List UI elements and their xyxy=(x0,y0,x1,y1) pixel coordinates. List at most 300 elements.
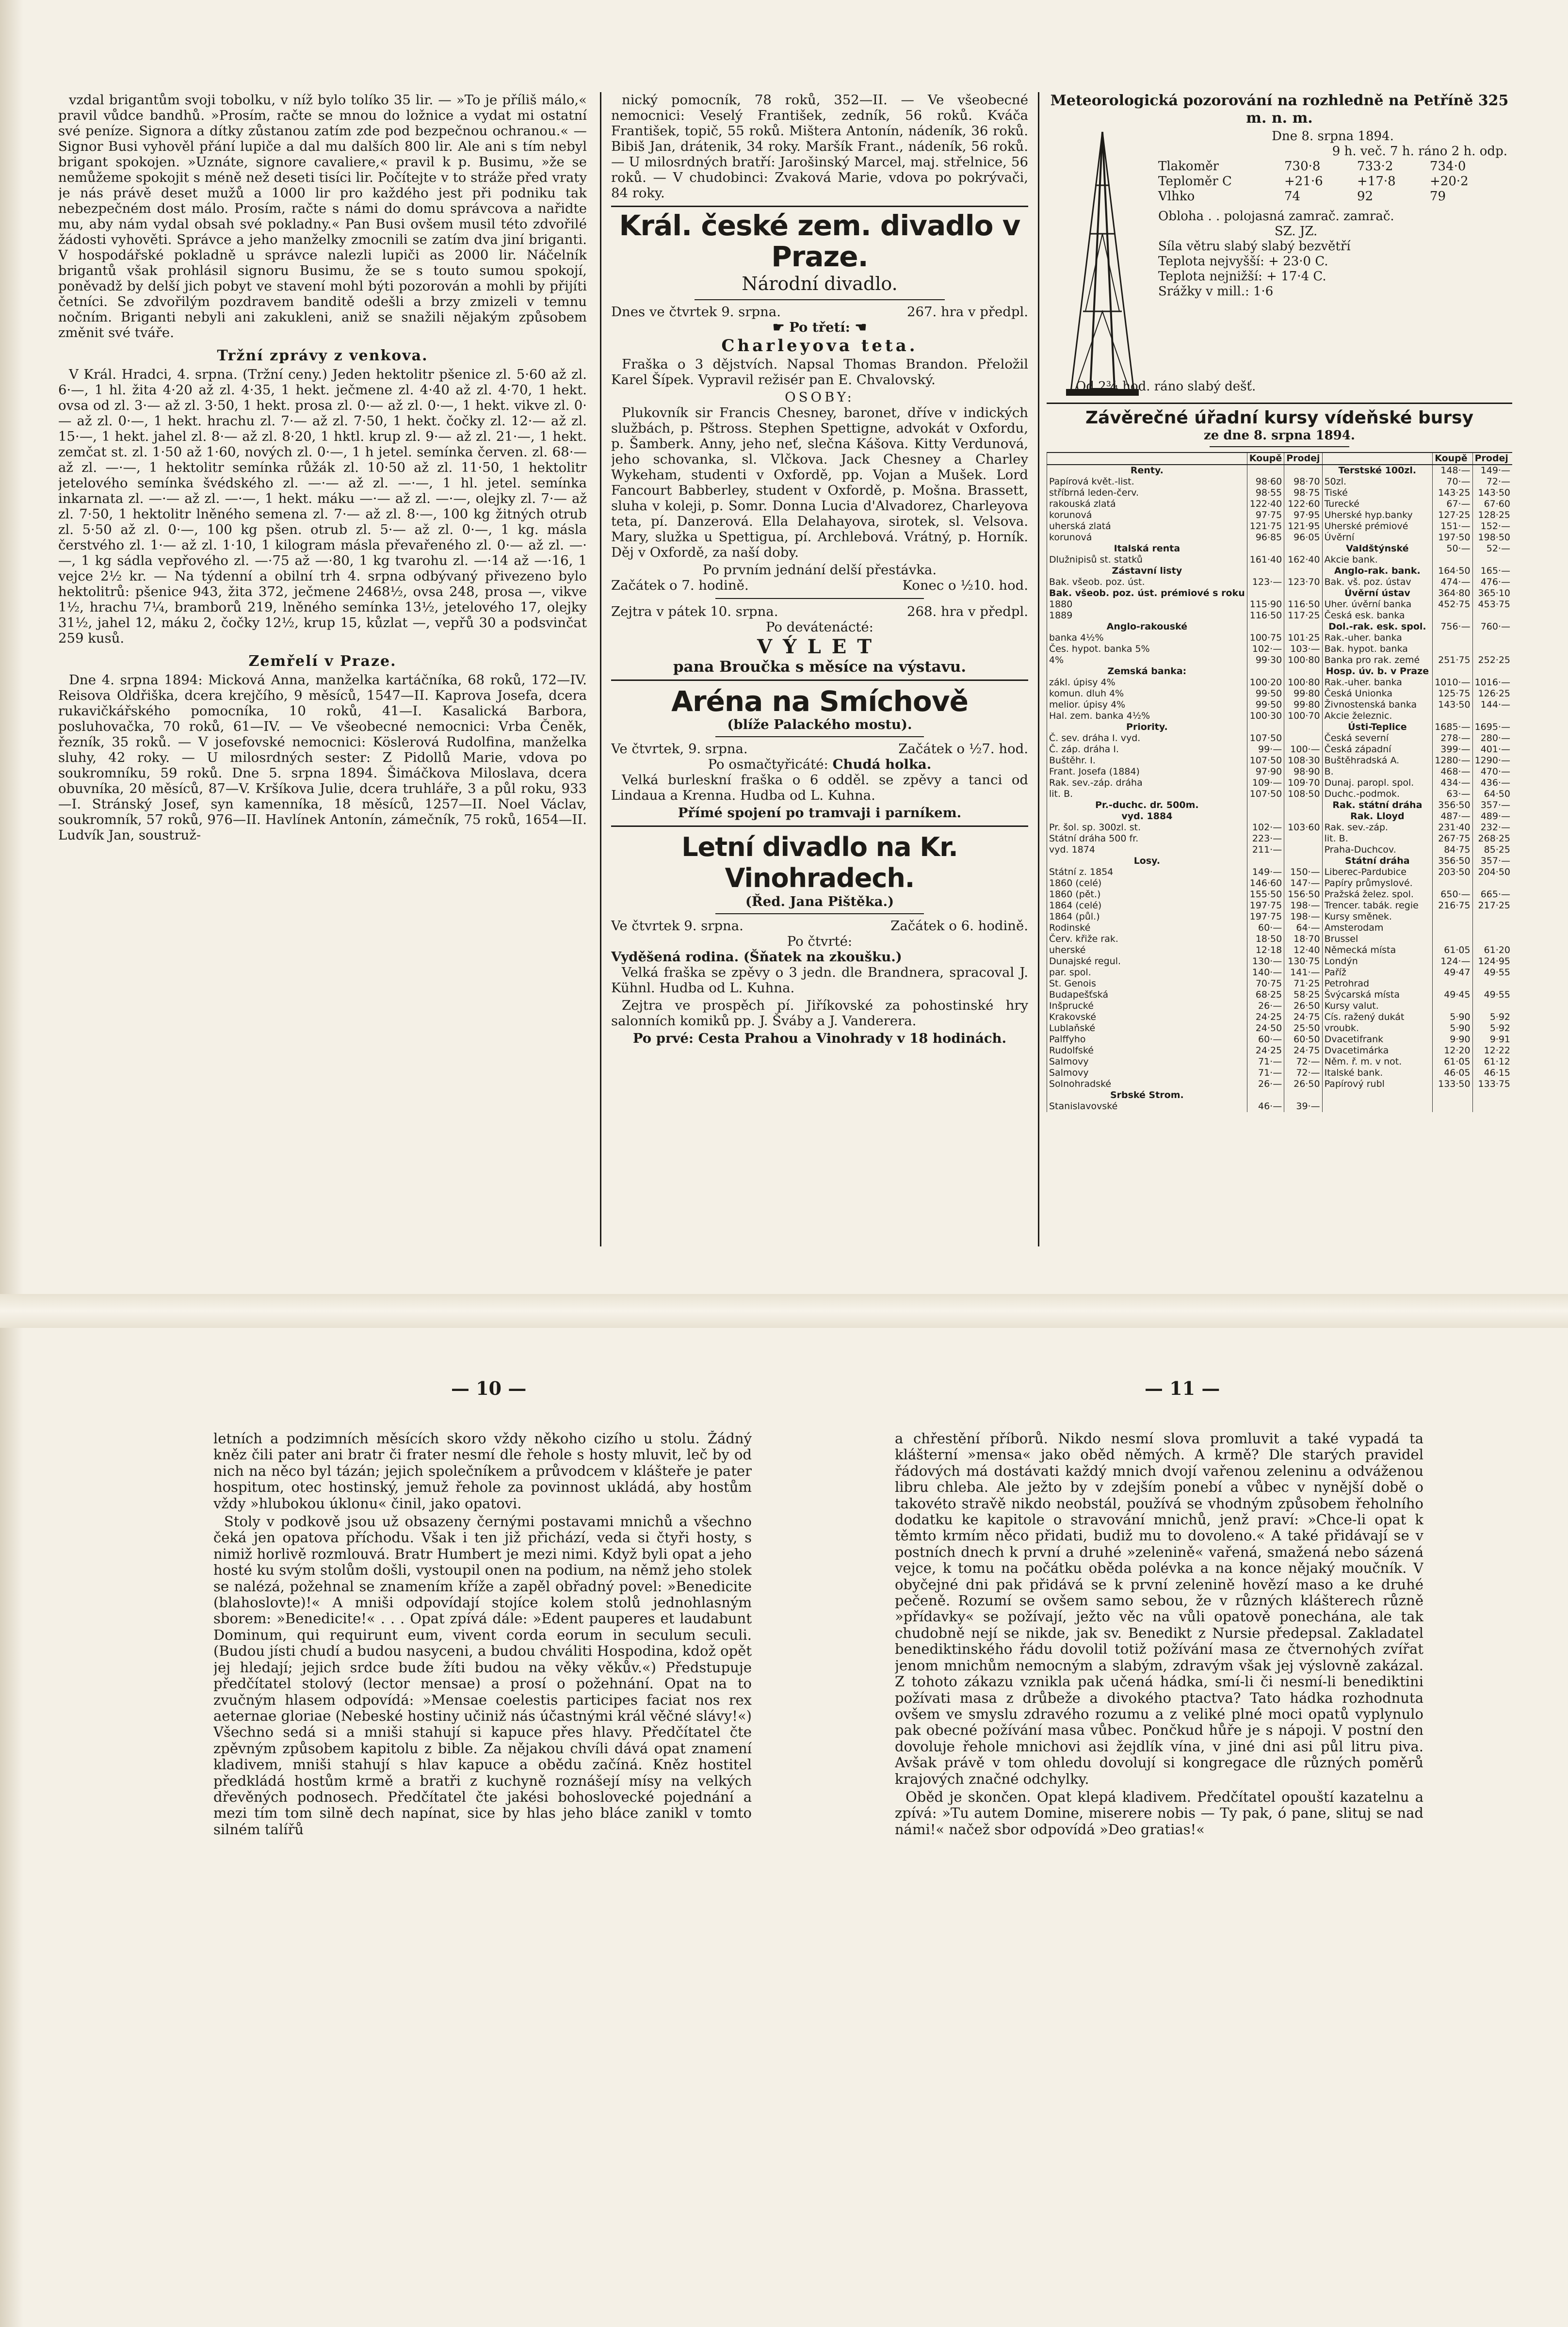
bourse-price: 60·— xyxy=(1247,922,1284,934)
bourse-price: 143·25 xyxy=(1433,487,1472,499)
bourse-security-name: Akcie železnic. xyxy=(1322,711,1433,722)
bourse-price: 149·— xyxy=(1247,867,1284,878)
bourse-price: 149·— xyxy=(1472,465,1512,476)
bourse-security-name: banka 4½% xyxy=(1047,632,1247,644)
page-fold xyxy=(0,1294,1568,1328)
bourse-security-name: Uherské prémiové xyxy=(1322,521,1433,532)
theatre-number: 267. hra v předpl. xyxy=(906,304,1028,320)
arena-subtitle: (blíže Palackého mostu). xyxy=(727,717,912,732)
bourse-price xyxy=(1472,1101,1512,1112)
bourse-security-name: Hosp. úv. b. v Praze xyxy=(1322,666,1433,677)
top-column-2 xyxy=(611,92,1028,1256)
bourse-price: 49·47 xyxy=(1433,967,1472,978)
bourse-price: 107·50 xyxy=(1247,789,1284,800)
bourse-security-name: Petrohrad xyxy=(1322,978,1433,989)
divider xyxy=(715,736,924,737)
meteo-data xyxy=(1158,129,1507,299)
bourse-price: 197·50 xyxy=(1433,532,1472,543)
bourse-price: 123·70 xyxy=(1284,577,1322,588)
bourse-price: 278·— xyxy=(1433,733,1472,744)
bourse-price: 124·— xyxy=(1433,956,1472,967)
bourse-security-name: vyd. 1874 xyxy=(1047,844,1247,856)
bourse-price: 99·80 xyxy=(1284,688,1322,699)
bourse-security-name: Česká západní xyxy=(1322,744,1433,755)
bourse-price: 103·60 xyxy=(1284,822,1322,833)
bourse-security-name: 50zl. xyxy=(1322,476,1433,487)
meteo-row: Tlakoměr 730·8 733·2 734·0 xyxy=(1158,159,1466,174)
bourse-security-name: Úvěrní ústav xyxy=(1322,588,1433,599)
bourse-price: 25·50 xyxy=(1284,1023,1322,1034)
play-title: Charleyova teta. xyxy=(721,336,918,356)
bourse-security-name: Čes. hypot. banka 5% xyxy=(1047,644,1247,655)
bourse-price: 152·— xyxy=(1472,521,1512,532)
bourse-security-name: Praha-Duchcov. xyxy=(1322,844,1433,856)
bourse-price: 115·90 xyxy=(1247,599,1284,610)
bourse-row xyxy=(1047,822,1513,833)
bourse-security-name: Zástavní listy xyxy=(1047,566,1247,577)
bourse-row xyxy=(1047,532,1513,543)
bourse-price: 130·— xyxy=(1247,956,1284,967)
bourse-security-name xyxy=(1322,1090,1433,1101)
bourse-price: 434·— xyxy=(1433,777,1472,789)
bourse-title: Závěrečné úřadní kursy vídeňské bursy xyxy=(1085,408,1474,428)
bourse-price: 26·— xyxy=(1247,1079,1284,1090)
bourse-security-name: Buštěhradská A. xyxy=(1322,755,1433,766)
bourse-row xyxy=(1047,666,1513,677)
bourse-row xyxy=(1047,889,1513,900)
bourse-price: 5·92 xyxy=(1472,1023,1512,1034)
bourse-price: 125·75 xyxy=(1433,688,1472,699)
bourse-row xyxy=(1047,1001,1513,1012)
bourse-price xyxy=(1433,922,1472,934)
bourse-price: 109·— xyxy=(1247,777,1284,789)
bourse-security-name: Brussel xyxy=(1322,934,1433,945)
bourse-security-name: Úvěrní xyxy=(1322,532,1433,543)
bourse-price xyxy=(1284,800,1322,811)
bourse-price: 67·60 xyxy=(1472,499,1512,510)
bourse-security-name: Papíry průmyslové. xyxy=(1322,878,1433,889)
bourse-security-name: Bak. všeob. poz. úst. xyxy=(1047,577,1247,588)
bourse-security-name: Uherské hyp.banky xyxy=(1322,510,1433,521)
bourse-price: 216·75 xyxy=(1433,900,1472,911)
bourse-row xyxy=(1047,510,1513,521)
bourse-row xyxy=(1047,1012,1513,1023)
bourse-price: 97·95 xyxy=(1284,510,1322,521)
top-column-3 xyxy=(1047,92,1512,1266)
bourse-price: 46·15 xyxy=(1472,1067,1512,1079)
bourse-security-name: Krakovské xyxy=(1047,1012,1247,1023)
bourse-price xyxy=(1433,1101,1472,1112)
bourse-price: 133·50 xyxy=(1433,1079,1472,1090)
bourse-row xyxy=(1047,487,1513,499)
bourse-price xyxy=(1284,588,1322,599)
meteo-max: Teplota nejvyšší: + 23·0 C. xyxy=(1158,254,1328,269)
bourse-price: 100·80 xyxy=(1284,655,1322,666)
bourse-row xyxy=(1047,811,1513,822)
bourse-security-name: vroubk. xyxy=(1322,1023,1433,1034)
bourse-price xyxy=(1284,733,1322,744)
bourse-security-name: Pražská želez. spol. xyxy=(1322,889,1433,900)
bourse-security-name: Salmovy xyxy=(1047,1056,1247,1067)
bottom-left-column xyxy=(213,1431,752,2085)
divider xyxy=(715,598,924,599)
bourse-price xyxy=(1284,811,1322,822)
bourse-price: 84·75 xyxy=(1433,844,1472,856)
bourse-price: 102·— xyxy=(1247,822,1284,833)
bourse-price: 100·70 xyxy=(1284,711,1322,722)
bourse-security-name: Renty. xyxy=(1047,465,1247,476)
article-paragraph: Stoly v podkově jsou už obsazeny černými postavami mnichů a všechno čeká jen opatova příchodu. Však i ten již přichází, veda si čtyři hosty, s nimiž horlivě rozmlouvá. Bratr Humbert je mezi nimi. Když byli opat a jeho hosté ku svým stolům došli, vystoupil onen na podium, na němž jeho stolek se nalézá, požehnal se znamením kříže a zapěl obřadný povel: »Benedicite (blahoslovte)!« A mniši odpovídají stojíce kolem stolů jednohlasným sborem: »Benedicite!« . . . Opat zpívá dále: »Edent pauperes et laudabunt Dominum, qui requirunt eum, vivent corda eorum in seculum seculi. (Budou jísti chudí a budou nasyceni, a budou chváliti Hospodina, kdož opět jej hledají; jejich srdce bude žíti budou na věky věkův.«) Předstupuje předčítatel stolový (lector mensae) a prosí o požehnání. Opat na to zvučným hlasem odpovídá: »Mensae coelestis participes faciat nos rex aeternae gloriae (Nebeské hostiny učiniž nás účastnými král věčné slávy!«) Všechno sedá si a mniši stahují si kapuce přes hlavy. Předčítatel čte zpěvným způsobem kapitolu z bible. Za nějakou chvíli dává opat znamení kladivem, mniši stahují s hlav kapuce a obědu začíná. Kněz hostitel předkládá hostům krmě a bratři z kuchyně roznášejí mísy na velkých dřevěných podnosech. Předčítatel čte jakési bohoslovecké pojednání a mezi tím tom silně dech napínat, sice by hlas jeho bláce zanikl v tomto silném talířů xyxy=(213,1513,752,1838)
bourse-security-name: Rak.-uher. banka xyxy=(1322,632,1433,644)
bourse-price: 107·50 xyxy=(1247,755,1284,766)
bourse-row xyxy=(1047,800,1513,811)
start-time: Začátek o 7. hodině. xyxy=(611,578,749,593)
bourse-security-name: Dlužnipisů st. statků xyxy=(1047,554,1247,566)
meteo-title: Meteorologická pozorování na rozhledně na Petříně 325 m. n. m. xyxy=(1050,92,1509,127)
bourse-price xyxy=(1247,588,1284,599)
bourse-row xyxy=(1047,766,1513,777)
bourse-security-name: Pr. šol. sp. 300zl. st. xyxy=(1047,822,1247,833)
bourse-security-name: Ústi-Teplice xyxy=(1322,722,1433,733)
bourse-price: 1280·— xyxy=(1433,755,1472,766)
bourse-security-name: Solnohradské xyxy=(1047,1079,1247,1090)
bourse-security-name: Cís. ražený dukát xyxy=(1322,1012,1433,1023)
bourse-price: 162·40 xyxy=(1284,554,1322,566)
vylet-title: VÝLET xyxy=(757,635,882,658)
bourse-price: 280·— xyxy=(1472,733,1512,744)
deaths-continued: nický pomocník, 78 roků, 352—II. — Ve všeobecné nemocnici: Veselý František, zedník, 56 roků. Kváča František, topič, 55 roků. Mištera Antonín, nádeník, 36 roků. Bibiš Jan, drátenik, 34 roky. Maršík Frant., nádeník, 56 roků. — U milosrdných bratří: Jarošinský Marcel, maj. střelnice, 56 roků. — V chudobinci: Zvaková Marie, vdova po pokrývači, 84 roky. xyxy=(611,92,1028,201)
bourse-price xyxy=(1284,621,1322,632)
bourse-security-name: Dvacetimárka xyxy=(1322,1045,1433,1056)
bourse-row xyxy=(1047,599,1513,610)
page-number-right: — 11 — xyxy=(1145,1377,1220,1399)
bourse-price xyxy=(1433,644,1472,655)
bourse-price: 251·75 xyxy=(1433,655,1472,666)
bourse-price xyxy=(1433,1090,1472,1101)
bourse-price: 140·— xyxy=(1247,967,1284,978)
bourse-price: 26·50 xyxy=(1284,1001,1322,1012)
bourse-price: 223·— xyxy=(1247,833,1284,844)
bourse-security-name: Bak. hypot. banka xyxy=(1322,644,1433,655)
bourse-row xyxy=(1047,644,1513,655)
bourse-price: 18·70 xyxy=(1284,934,1322,945)
bourse-price: 64·— xyxy=(1284,922,1322,934)
bourse-security-name: 1864 (půl.) xyxy=(1047,911,1247,922)
bourse-price: 97·90 xyxy=(1247,766,1284,777)
bourse-header-row: Koupě Prodej Koupě Prodej xyxy=(1047,452,1513,465)
bourse-price: 67·— xyxy=(1433,499,1472,510)
bourse-price: 489·— xyxy=(1472,811,1512,822)
bourse-security-name: 1864 (celé) xyxy=(1047,900,1247,911)
bourse-price: 71·25 xyxy=(1284,978,1322,989)
bourse-price: 1290·— xyxy=(1472,755,1512,766)
bourse-price: 97·75 xyxy=(1247,510,1284,521)
bourse-price xyxy=(1472,1090,1512,1101)
summer-play: Vyděšená rodina. (Šňatek na zkoušku.) xyxy=(611,949,902,965)
bourse-price: 108·50 xyxy=(1284,789,1322,800)
bourse-security-name: Něm. ř. m. v not. xyxy=(1322,1056,1433,1067)
bourse-price: 143·50 xyxy=(1472,487,1512,499)
bourse-security-name: Česká severní xyxy=(1322,733,1433,744)
bourse-security-name: Rodinské xyxy=(1047,922,1247,934)
bourse-price: 232·— xyxy=(1472,822,1512,833)
bourse-row xyxy=(1047,677,1513,688)
bourse-price xyxy=(1433,666,1472,677)
bourse-price: 121·75 xyxy=(1247,521,1284,532)
bourse-price: 100·20 xyxy=(1247,677,1284,688)
bourse-price: 102·— xyxy=(1247,644,1284,655)
bourse-security-name: Terstské 100zl. xyxy=(1322,465,1433,476)
bourse-row xyxy=(1047,922,1513,934)
bourse-price xyxy=(1472,934,1512,945)
bourse-price xyxy=(1284,856,1322,867)
bourse-price: 99·80 xyxy=(1284,699,1322,711)
bourse-price: 98·60 xyxy=(1247,476,1284,487)
meteo-min: Teplota nejnižší: + 17·4 C. xyxy=(1158,269,1326,284)
bourse-price xyxy=(1284,543,1322,554)
bourse-price: 165·— xyxy=(1472,566,1512,577)
bourse-price: 470·— xyxy=(1472,766,1512,777)
bourse-price: 18·50 xyxy=(1247,934,1284,945)
broucek-title: pana Broučka s měsíce na výstavu. xyxy=(673,658,967,676)
bourse-security-name: Palffyho xyxy=(1047,1034,1247,1045)
bourse-price: 39·— xyxy=(1284,1101,1322,1112)
bourse-price: 127·25 xyxy=(1433,510,1472,521)
bourse-security-name: korunová xyxy=(1047,510,1247,521)
bourse-price xyxy=(1247,543,1284,554)
summer-first: Po prvé: Cesta Prahou a Vinohrady v 18 hodinách. xyxy=(632,1031,1007,1046)
play-description: Fraška o 3 dějstvích. Napsal Thomas Brandon. Přeložil Karel Šípek. Vypravil režisér pan E. Chvalovský. xyxy=(611,356,1028,388)
bourse-security-name: Státní dráha 500 fr. xyxy=(1047,833,1247,844)
bourse-security-name: Č. záp. dráha I. xyxy=(1047,744,1247,755)
bourse-row xyxy=(1047,967,1513,978)
meteo-note: Od 2¾ hod. ráno slabý dešť. xyxy=(1076,379,1256,394)
bourse-price: 453·75 xyxy=(1472,599,1512,610)
bourse-price xyxy=(1247,465,1284,476)
bourse-price: 61·20 xyxy=(1472,945,1512,956)
article-text: vzdal brigantům svoji tobolku, v níž bylo tolíko 35 lir. — »To je příliš málo,« pravil vůdce bandhů. »Prosím, račte se mnou do ložnice a vydat mi ostatní své peníze. Signora a dítky zůstanou zatím zde pod bezpečnou ochranou.« — Signor Busi vyhověl přání lupiče a dal mu dalších 800 lir. Ale ani s tím nebyl brigant spokojen. »Uznáte, signore cavaliere,« pravil k p. Busimu, »že se nemůžeme spokojit s méně než deseti tisíci lir. Počítejte v to stráže před vraty je nás právě deset mužů a 1000 lir pro každého jest při podniku tak nebezpečném dost málo. Prosím, račte s námi do domu správcova a nařidte mu, aby nám vydal obsah své pokladny.« Pan Busi ovšem musil této zdvořilé žádosti vyhověti. Správce a jeho manželky zmocnili se zatím dva jiní briganti. V hospodářské pokladně u správce nalezli lupiči as 2000 lir. Náčelník brigantů však prohlásil signoru Busimu, že se s touto sumou spokojí, poněvadž by delší jich pobyt ve stavení mohl býti pozorován a mohli by přijíti četníci. Se zdvořilým pozdravem banditě odešli a brzy zmizeli v temnu nočním. Briganti nebyli ani zakukleni, aniž se snažili nějakým způsobem změnit své tváře. xyxy=(58,92,587,340)
bourse-security-name: Liberec-Pardubice xyxy=(1322,867,1433,878)
summer-theatre-subtitle: (Řed. Jana Pištěka.) xyxy=(745,894,894,909)
bourse-security-name: Německá místa xyxy=(1322,945,1433,956)
tomorrow-row xyxy=(611,604,1028,619)
summer-date: Ve čtvrtek 9. srpna. xyxy=(611,918,744,934)
bourse-row xyxy=(1047,755,1513,766)
bourse-security-name: Salmovy xyxy=(1047,1067,1247,1079)
bourse-security-name: zákl. úpisy 4% xyxy=(1047,677,1247,688)
bourse-price xyxy=(1472,1001,1512,1012)
bourse-price: 267·75 xyxy=(1433,833,1472,844)
tomorrow-date: Zejtra v pátek 10. srpna. xyxy=(611,604,778,619)
bourse-row xyxy=(1047,521,1513,532)
bourse-price: 146·60 xyxy=(1247,878,1284,889)
bourse-price: 63·— xyxy=(1433,789,1472,800)
bourse-row xyxy=(1047,699,1513,711)
bourse-price: 399·— xyxy=(1433,744,1472,755)
bourse-row xyxy=(1047,543,1513,554)
bourse-security-name: Státní z. 1854 xyxy=(1047,867,1247,878)
bourse-price: 401·— xyxy=(1472,744,1512,755)
bourse-price: 24·75 xyxy=(1284,1045,1322,1056)
bourse-price xyxy=(1247,856,1284,867)
bourse-price: 12·18 xyxy=(1247,945,1284,956)
bourse-price: 100·30 xyxy=(1247,711,1284,722)
bourse-price: 487·— xyxy=(1433,811,1472,822)
bourse-price xyxy=(1433,911,1472,922)
bourse-row xyxy=(1047,588,1513,599)
bourse-price: 126·25 xyxy=(1472,688,1512,699)
persons-list: Plukovník sir Francis Chesney, baronet, dříve v indických službách, p. Pštross. Stephen Spettigne, advokát v Oxfordu, p. Šamberk. Anny, jeho neť, slečna Kášova. Kitty Verdunová, jeho schovanka, sl. Vlčkova. Jack Chesney a Charley Wykeham, studenti v Oxfordě, pp. Vojan a Mušek. Lord Fancourt Babberley, student v Oxfordě, p. Mošna. Brassett, sluha v koleji, p. Somr. Donna Lucia d'Alvadorez, Charleyova teta, pí. Danzerová. Ella Delahayova, sirotek, sl. Velsova. Mary, služka u Spettigua, pí. Archlebová. Vrátný, p. Horník. Děj v Oxfordě, za naší doby. xyxy=(611,405,1028,560)
bourse-security-name: lit. B. xyxy=(1047,789,1247,800)
bourse-price: 100·75 xyxy=(1247,632,1284,644)
bourse-price: 124·95 xyxy=(1472,956,1512,967)
bourse-security-name: Valdštýnské xyxy=(1322,543,1433,554)
bourse-price: 12·40 xyxy=(1284,945,1322,956)
bourse-security-name: Bak. všeob. poz. úst. prémiové s roku xyxy=(1047,588,1247,599)
bourse-security-name: Duchc.-podmok. xyxy=(1322,789,1433,800)
bourse-price: 99·50 xyxy=(1247,688,1284,699)
bourse-price: 24·25 xyxy=(1247,1012,1284,1023)
bourse-price: 356·50 xyxy=(1433,856,1472,867)
bourse-security-name: lit. B. xyxy=(1322,833,1433,844)
article-paragraph: letních a podzimních měsících skoro vždy někoho cizího u stolu. Žádný kněz čili pater ani bratr či frater nesmí dle řehole s hosty mluvit, leč by od nich na něco byl tázán; jejich společníkem a průvodcem v klášteře je pater hospitum, otec hostinský, jemuž řehole za povinnost ukládá, aby hostům vždy »hlubokou úklonu« činil, jako opatovi. xyxy=(213,1431,752,1512)
bourse-price: 198·50 xyxy=(1472,532,1512,543)
bourse-price: 70·75 xyxy=(1247,978,1284,989)
bourse-price: 5·90 xyxy=(1433,1012,1472,1023)
bourse-row xyxy=(1047,867,1513,878)
bourse-price xyxy=(1284,465,1322,476)
bourse-price xyxy=(1472,610,1512,621)
bourse-price: 5·92 xyxy=(1472,1012,1512,1023)
bourse-row xyxy=(1047,733,1513,744)
bourse-price: 650·— xyxy=(1433,889,1472,900)
bourse-price: 100·— xyxy=(1284,744,1322,755)
bourse-price: 356·50 xyxy=(1433,800,1472,811)
meteo-row: Teploměr C +21·6 +17·8 +20·2 xyxy=(1158,174,1469,189)
bourse-security-name: Anglo-rakouské xyxy=(1047,621,1247,632)
bourse-price: 50·— xyxy=(1433,543,1472,554)
bourse-price: 103·— xyxy=(1284,644,1322,655)
bourse-price: 197·75 xyxy=(1247,900,1284,911)
meteo-rain: Srážky v mill.: 1·6 xyxy=(1158,284,1274,299)
bourse-price: 760·— xyxy=(1472,621,1512,632)
bourse-price xyxy=(1472,666,1512,677)
bourse-price: 357·— xyxy=(1472,800,1512,811)
column-divider xyxy=(1038,92,1039,1246)
bourse-price: 268·25 xyxy=(1472,833,1512,844)
bourse-price: 61·05 xyxy=(1433,1056,1472,1067)
bourse-price: 147·— xyxy=(1284,878,1322,889)
bourse-price: 24·50 xyxy=(1247,1023,1284,1034)
bourse-price: 49·45 xyxy=(1433,989,1472,1001)
bourse-row xyxy=(1047,956,1513,967)
bourse-price xyxy=(1433,610,1472,621)
bourse-price: 151·— xyxy=(1433,521,1472,532)
bourse-security-name: Zemská banka: xyxy=(1047,666,1247,677)
pointing-hand-icon: ☚ xyxy=(850,320,867,335)
bourse-price: 68·25 xyxy=(1247,989,1284,1001)
bourse-security-name: Č. sev. dráha I. vyd. xyxy=(1047,733,1247,744)
arena-start: Začátek o ½7. hod. xyxy=(898,741,1028,757)
bourse-price: 99·50 xyxy=(1247,699,1284,711)
tomorrow-round: Po devátenácté: xyxy=(766,619,873,635)
bourse-price: 452·75 xyxy=(1433,599,1472,610)
meteo-block xyxy=(1047,127,1512,399)
bourse-price: 46·— xyxy=(1247,1101,1284,1112)
bourse-price xyxy=(1247,621,1284,632)
bourse-security-name: Švýcarská místa xyxy=(1322,989,1433,1001)
bourse-price: 122·40 xyxy=(1247,499,1284,510)
bourse-price: 9·90 xyxy=(1433,1034,1472,1045)
page-number-left: — 10 — xyxy=(451,1377,527,1399)
summer-round: Po čtvrté: xyxy=(787,934,853,949)
bourse-security-name: Živnostenská banka xyxy=(1322,699,1433,711)
arena-round: Po osmačtyřicáté: Chudá holka. xyxy=(708,757,932,772)
bourse-security-name: vyd. 1884 xyxy=(1047,811,1247,822)
bourse-price xyxy=(1247,566,1284,577)
page-edge xyxy=(0,0,23,2327)
theatre-times xyxy=(611,578,1028,593)
bourse-row xyxy=(1047,945,1513,956)
bourse-row xyxy=(1047,777,1513,789)
bourse-row xyxy=(1047,1067,1513,1079)
bourse-price: 122·60 xyxy=(1284,499,1322,510)
bourse-price: 85·25 xyxy=(1472,844,1512,856)
bourse-price xyxy=(1433,632,1472,644)
column-divider xyxy=(600,92,601,1246)
bourse-security-name: 1880 xyxy=(1047,599,1247,610)
arena-date-row xyxy=(611,741,1028,757)
bourse-price: 474·— xyxy=(1433,577,1472,588)
bourse-price: 141·— xyxy=(1284,967,1322,978)
bourse-table xyxy=(1047,452,1512,1112)
bourse-price: 98·70 xyxy=(1284,476,1322,487)
divider xyxy=(1047,403,1512,404)
bourse-row xyxy=(1047,1056,1513,1067)
bourse-security-name: stříbrná leden-červ. xyxy=(1047,487,1247,499)
persons-heading: OSOBY: xyxy=(785,389,855,405)
bourse-price: 123·— xyxy=(1247,577,1284,588)
bourse-security-name: Srbské Strom. xyxy=(1047,1090,1247,1101)
bourse-security-name: uherské xyxy=(1047,945,1247,956)
bourse-row xyxy=(1047,856,1513,867)
bourse-price: 252·25 xyxy=(1472,655,1512,666)
bourse-price: 164·50 xyxy=(1433,566,1472,577)
bourse-security-name: Papírový rubl xyxy=(1322,1079,1433,1090)
bourse-row xyxy=(1047,476,1513,487)
bourse-price: 116·50 xyxy=(1284,599,1322,610)
bourse-security-name: Budapešťská xyxy=(1047,989,1247,1001)
bourse-price xyxy=(1433,978,1472,989)
bourse-price: 204·50 xyxy=(1472,867,1512,878)
arena-title: Aréna na Smíchově xyxy=(671,685,968,718)
summer-theatre-title: Letní divadlo na Kr. Vinohradech. xyxy=(681,832,958,893)
arena-description: Velká burleskní fraška o 6 odděl. se zpěvy a tanci od Lindaua a Krenna. Hudba od L. Kuhna. xyxy=(611,772,1028,803)
bourse-price xyxy=(1433,1001,1472,1012)
bourse-price: 144·— xyxy=(1472,699,1512,711)
bourse-row xyxy=(1047,465,1513,476)
bourse-security-name: rakouská zlatá xyxy=(1047,499,1247,510)
bourse-price: 148·— xyxy=(1433,465,1472,476)
summer-date-row xyxy=(611,918,1028,934)
bourse-security-name: 4% xyxy=(1047,655,1247,666)
theatre-round: ☛ Po třetí: ☚ xyxy=(772,320,867,335)
bourse-price xyxy=(1284,1090,1322,1101)
bourse-row xyxy=(1047,621,1513,632)
bourse-price: 61·05 xyxy=(1433,945,1472,956)
bourse-row xyxy=(1047,900,1513,911)
bourse-security-name: Dunajské regul. xyxy=(1047,956,1247,967)
